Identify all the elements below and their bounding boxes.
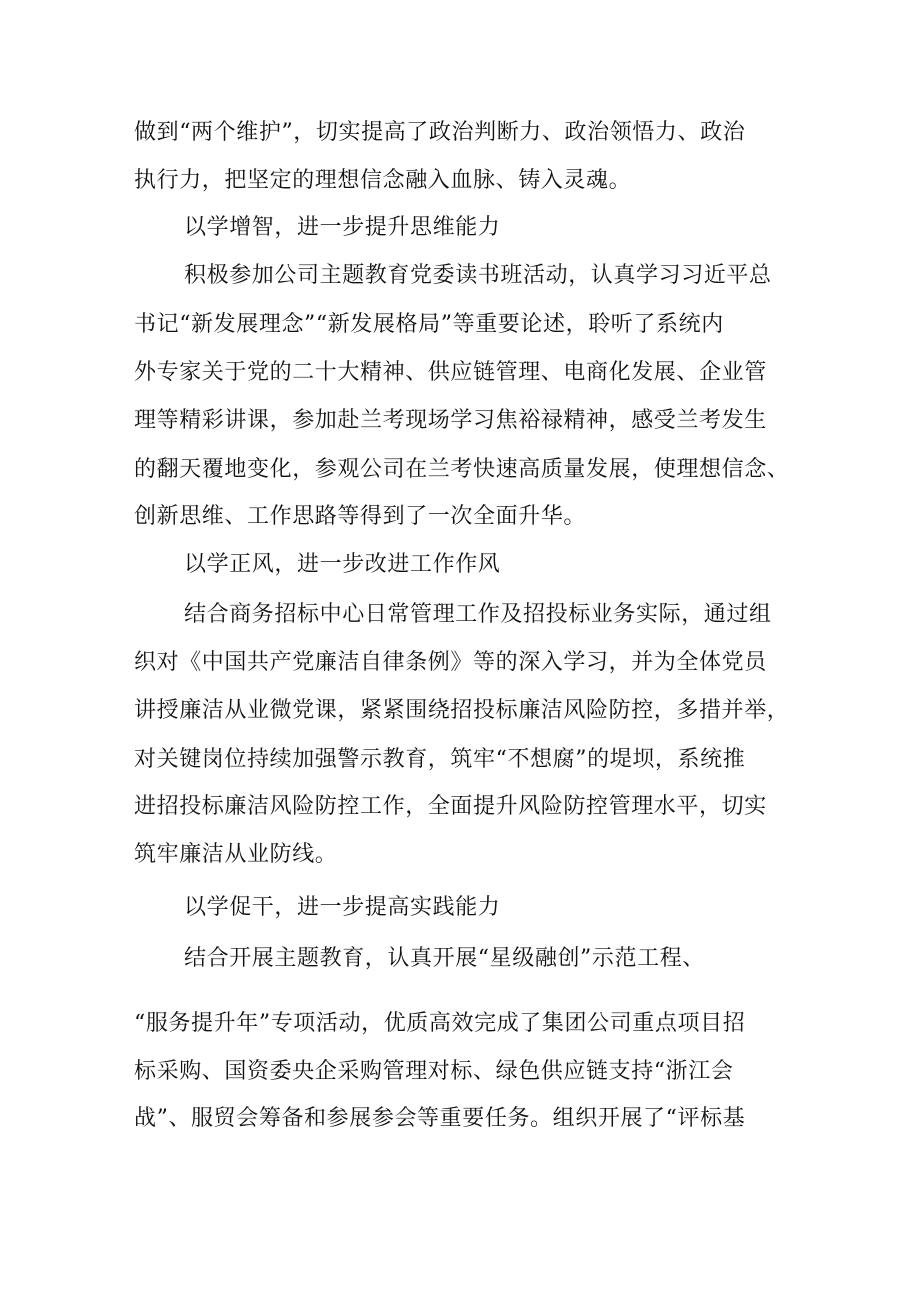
body-text-line: 结合开展主题教育，认真开展“星级融创”示范工程、 bbox=[184, 946, 705, 971]
body-text-line: 对关键岗位持续加强警示教育，筑牢“不想腐”的堤坝，系统推 bbox=[134, 747, 746, 772]
section-heading: 以学正风，进一步改进工作作风 bbox=[184, 552, 501, 577]
body-text-line: 织对《中国共产党廉洁自律条例》等的深入学习，并为全体党员 bbox=[134, 650, 767, 675]
body-text-line: 做到“两个维护”，切实提高了政治判断力、政治领悟力、政治 bbox=[134, 120, 746, 145]
body-text-line: 标采购、国资委央企采购管理对标、绿色供应链支持“浙江会 bbox=[134, 1059, 734, 1084]
body-text-line: 筑牢廉洁从业防线。 bbox=[134, 842, 338, 867]
section-heading: 以学促干，进一步提高实践能力 bbox=[184, 895, 501, 920]
body-text-line: 理等精彩讲课，参加赴兰考现场学习焦裕禄精神，感受兰考发生 bbox=[134, 408, 767, 433]
body-text-line: 进招投标廉洁风险防控工作，全面提升风险防控管理水平，切实 bbox=[134, 794, 767, 819]
body-text-line: 结合商务招标中心日常管理工作及招投标业务实际，通过组 bbox=[184, 602, 772, 627]
body-text-line: 讲授廉洁从业微党课，紧紧围绕招投标廉洁风险防控，多措并举， bbox=[134, 698, 790, 723]
body-text-line: 战”、服贸会筹备和参展参会等重要任务。组织开展了“评标基 bbox=[134, 1106, 746, 1131]
body-text-line: 执行力，把坚定的理想信念融入血脉、铸入灵魂。 bbox=[134, 168, 632, 193]
body-text-line: “服务提升年”专项活动，优质高效完成了集团公司重点项目招 bbox=[134, 1011, 746, 1036]
body-text-line: 外专家关于党的二十大精神、供应链管理、电商化发展、企业管 bbox=[134, 360, 767, 385]
body-text-line: 书记“新发展理念”“新发展格局”等重要论述，聆听了系统内 bbox=[134, 312, 724, 337]
body-text-line: 创新思维、工作思路等得到了一次全面升华。 bbox=[134, 504, 587, 529]
section-heading: 以学增智，进一步提升思维能力 bbox=[184, 215, 501, 240]
body-text-line: 积极参加公司主题教育党委读书班活动，认真学习习近平总 bbox=[184, 263, 772, 288]
body-text-line: 的翻天覆地变化，参观公司在兰考快速高质量发展，使理想信念、 bbox=[134, 457, 790, 482]
